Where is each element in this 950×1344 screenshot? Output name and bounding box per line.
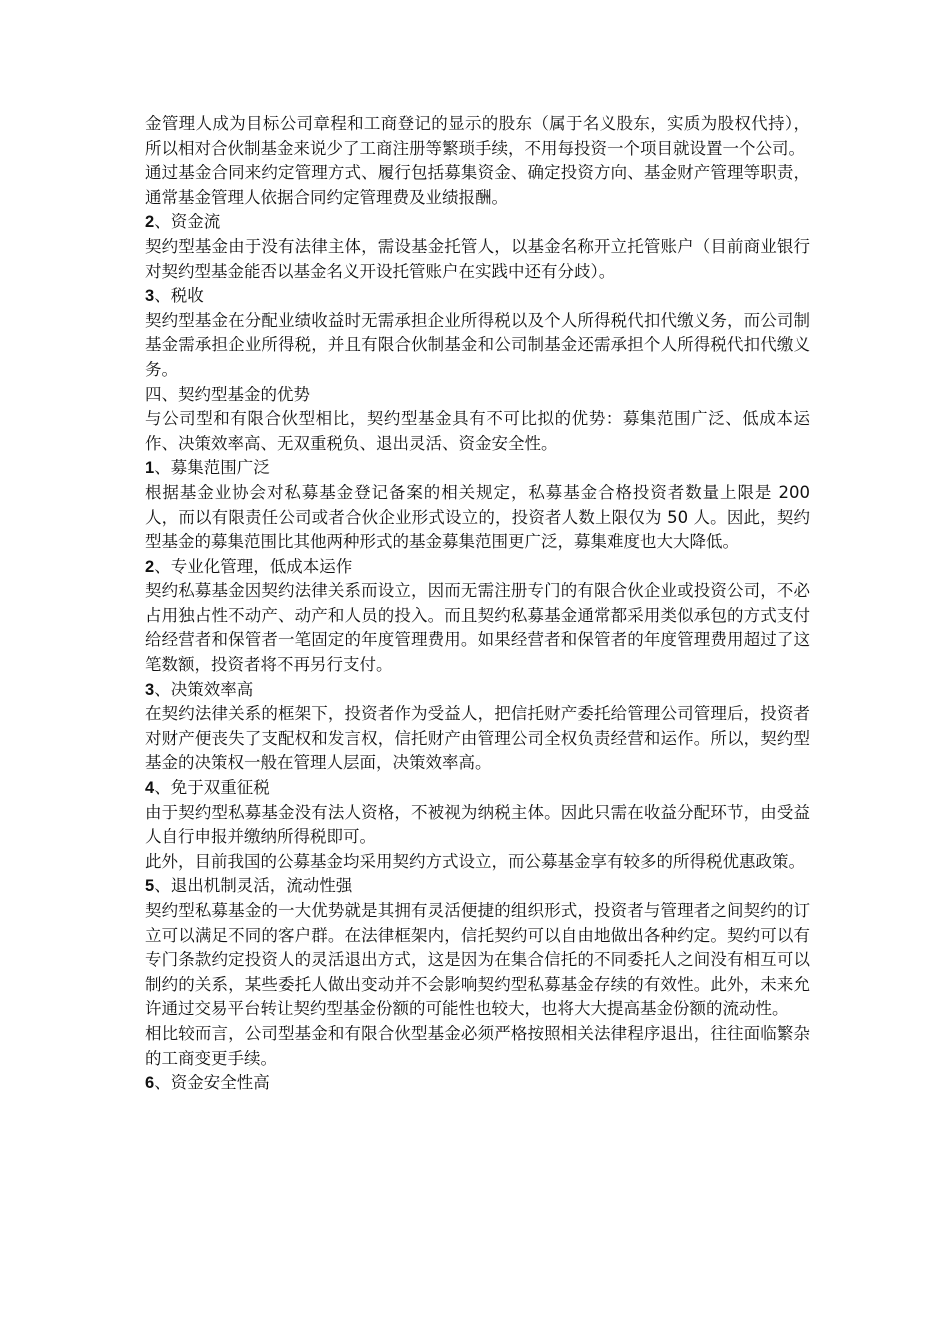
section-title: 、退出机制灵活，流动性强 <box>154 876 353 896</box>
section-title: 、资金安全性高 <box>154 1073 270 1093</box>
section-number: 2 <box>145 557 155 576</box>
section-number: 3 <box>145 680 155 699</box>
paragraph: 此外，目前我国的公募基金均采用契约方式设立，而公募基金享有较多的所得税优惠政策。 <box>145 851 805 871</box>
section-heading <box>145 1071 810 1096</box>
section-number: 2 <box>145 213 155 232</box>
document-page <box>145 112 810 1096</box>
paragraph: 由于契约型私募基金没有法人资格，不被视为纳税主体。因此只需在收益分配环节，由受益人自行申报并缴纳所得税即可。 <box>145 802 810 847</box>
section-heading <box>145 678 810 703</box>
section-title: 、决策效率高 <box>154 679 254 699</box>
section-number: 3 <box>145 287 155 306</box>
section-number: 6 <box>145 1074 155 1093</box>
section-title: 、募集范围广泛 <box>154 458 270 478</box>
section-title: 、资金流 <box>154 212 221 232</box>
section-heading <box>145 284 810 309</box>
section-number: 5 <box>145 877 155 896</box>
section-number: 4 <box>145 779 155 798</box>
section-title: 、免于双重征税 <box>154 778 270 798</box>
section-heading <box>145 874 810 899</box>
paragraph: 在契约法律关系的框架下，投资者作为受益人，把信托财产委托给管理公司管理后，投资者对财产便丧失了支配权和发言权，信托财产由管理公司全权负责经营和运作。所以，契约型基金的决策权一般在管理人层面，决策效率高。 <box>145 704 810 773</box>
paragraph: 与公司型和有限合伙型相比，契约型基金具有不可比拟的优势：募集范围广泛、低成本运作、决策效率高、无双重税负、退出灵活、资金安全性。 <box>145 409 810 453</box>
paragraph: 通过基金合同来约定管理方式、履行包括募集资金、确定投资方向、基金财产管理等职责，通常基金管理人依据合同约定管理费及业绩报酬。 <box>145 163 810 207</box>
paragraph: 契约私募基金因契约法律关系而设立，因而无需注册专门的有限合伙企业或投资公司，不必占用独占性不动产、动产和人员的投入。而且契约私募基金通常都采用类似承包的方式支付给经营者和保管者一笔固定的年度管理费用。如果经营者和保管者的年度管理费用超过了这笔数额，投资者将不再另行支付。 <box>145 581 810 675</box>
paragraph: 契约型私募基金的一大优势就是其拥有灵活便捷的组织形式，投资者与管理者之间契约的订立可以满足不同的客户群。在法律框架内，信托契约可以自由地做出各种约定。契约可以有专门条款约定投资人的灵活退出方式，这是因为在集合信托的不同委托人之间没有相互可以制约的关系，某些委托人做出变动并不会影响契约型私募基金存续的有效性。此外，未来允许通过交易平台转让契约型基金份额的可能性也较大，也将大大提高基金份额的流动性。 <box>145 901 810 1019</box>
paragraph: 契约型基金由于没有法律主体，需设基金托管人，以基金名称开立托管账户（目前商业银行对契约型基金能否以基金名义开设托管账户在实践中还有分歧）。 <box>145 236 810 281</box>
paragraph: 根据基金业协会对私募基金登记备案的相关规定，私募基金合格投资者数量上限是 200 人，而以有限责任公司或者合伙企业形式设立的，投资者人数上限仅为 50 人。因此，契约型基金的募集范围比其他两种形式的基金募集范围更广泛，募集难度也大大降低。 <box>145 482 810 552</box>
paragraph: 契约型基金在分配业绩收益时无需承担企业所得税以及个人所得税代扣代缴义务，而公司制基金需承担企业所得税，并且有限合伙制基金和公司制基金还需承担个人所得税代扣代缴义务。 <box>145 310 810 379</box>
section-heading <box>145 456 810 481</box>
paragraph: 相比较而言，公司型基金和有限合伙型基金必须严格按照相关法律程序退出，往往面临繁杂的工商变更手续。 <box>145 1023 810 1068</box>
section-heading <box>145 555 810 580</box>
section-title: 、税收 <box>154 286 204 306</box>
chapter-heading: 四、契约型基金的优势 <box>145 384 310 404</box>
section-heading <box>145 210 810 235</box>
paragraph: 金管理人成为目标公司章程和工商登记的显示的股东（属于名义股东，实质为股权代持），所以相对合伙制基金来说少了工商注册等繁琐手续，不用每投资一个项目就设置一个公司。 <box>145 114 810 158</box>
section-number: 1 <box>145 459 155 478</box>
section-heading <box>145 776 810 801</box>
section-title: 、专业化管理，低成本运作 <box>154 556 353 576</box>
